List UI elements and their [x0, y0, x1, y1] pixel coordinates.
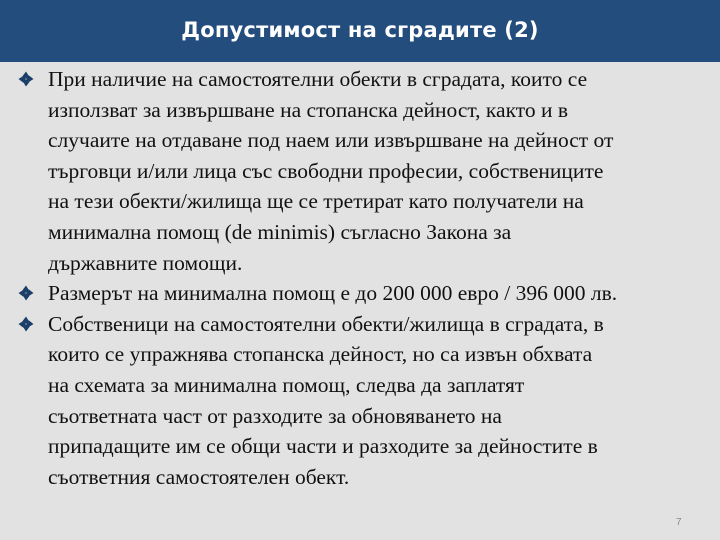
bullet-1-line-5: на тези обекти/жилища ще се третират като получатели на — [48, 189, 584, 214]
bullet-3-line-3: на схемата за минимална помощ, следва да заплатят — [48, 372, 525, 397]
bullet-3-line-5: припадащите им се общи части и разходите за дейностите в — [48, 434, 598, 459]
bullet-1-line-1: При наличие на самостоятелни обекти в сградата, които се — [48, 67, 588, 91]
bullet-item-3 — [18, 309, 716, 493]
bullet-1-line-4: търговци и/или лица със свободни професии, собствениците — [48, 158, 604, 183]
bullet-3-line-2: които се упражнява стопанска дейност, но са извън обхвата — [48, 342, 593, 367]
page-number: 7 — [676, 517, 682, 528]
bullet-1-line-2: използват за извършване на стопанска дейност, както и в — [48, 97, 569, 122]
four-petal-diamond-icon — [18, 71, 34, 87]
title-bar — [0, 0, 720, 62]
bullet-3-line-6: съответния самостоятелен обект. — [48, 464, 350, 489]
bullet-1-line-3: случаите на отдаване под наем или извършване на дейност от — [48, 128, 614, 153]
bullet-item-2 — [18, 278, 716, 309]
four-petal-diamond-icon — [18, 316, 34, 332]
bullet-3-line-1: Собственици на самостоятелни обекти/жилища в сградата, в — [48, 311, 604, 336]
bullet-1-line-7: държавните помощи. — [48, 250, 243, 275]
bullet-2-line-1: Размерът на минимална помощ е до 200 000 евро / 396 000 лв. — [48, 281, 618, 306]
slide-content — [18, 64, 716, 492]
bullet-item-1 — [18, 64, 716, 278]
four-petal-diamond-icon — [18, 285, 34, 301]
slide-title: Допустимост на сградите (2) — [181, 18, 539, 42]
bullet-1-line-6: минимална помощ (de minimis) съгласно Закона за — [48, 219, 512, 244]
bullet-3-line-4: съответната част от разходите за обновяването на — [48, 403, 502, 428]
